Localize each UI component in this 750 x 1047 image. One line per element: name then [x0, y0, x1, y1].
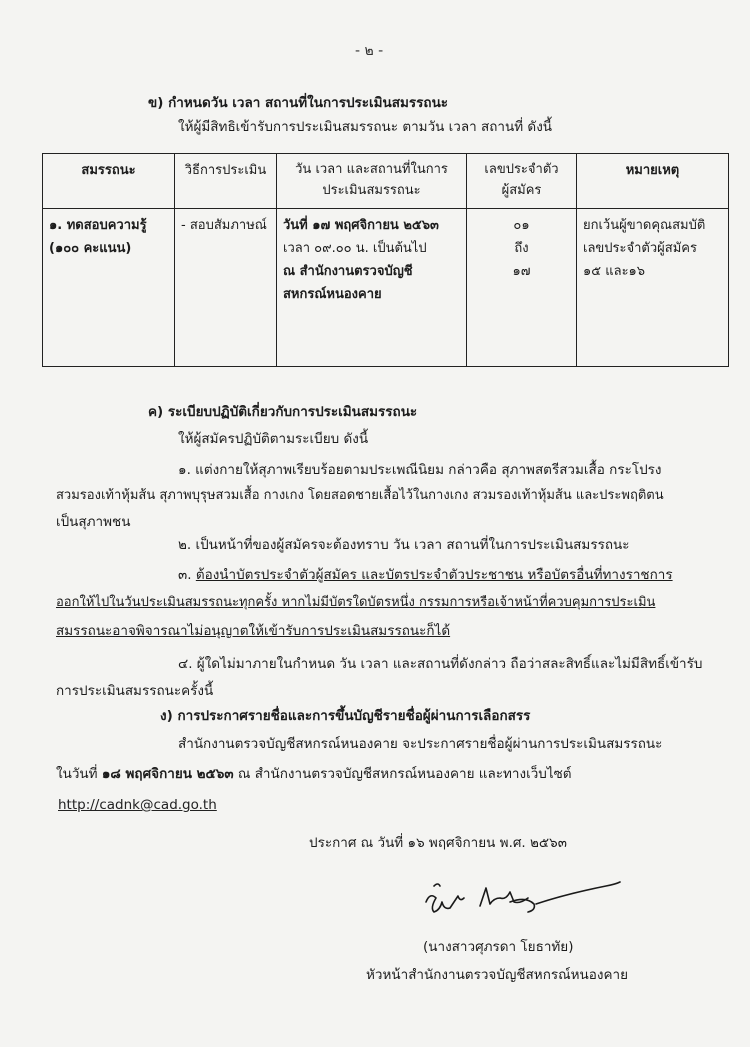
rule-2: ๒. เป็นหน้าที่ของผู้สมัครจะต้องทราบ วัน เวลา สถานที่ในการประเมินสมรรถนะ: [178, 537, 630, 553]
cell-line: ณ สำนักงานตรวจบัญชี: [283, 264, 413, 279]
cell-line: เวลา ๐๙.๐๐ น. เป็นต้นไป: [283, 241, 427, 256]
announce-date: ๑๘ พฤศจิกายน ๒๕๖๓: [101, 766, 234, 782]
header-method: วิธีการประเมิน: [175, 154, 277, 209]
rule-3-text: ต้องนำบัตรประจำตัวผู้สมัคร และบัตรประจำตัวประชาชน หรือบัตรอื่นที่ทางราชการ: [195, 567, 673, 583]
cell-competency: [43, 209, 175, 367]
rule-3-first-line: [178, 566, 673, 584]
cell-line: ถึง: [514, 241, 529, 256]
cell-datetime: [277, 209, 467, 367]
page-number: - ๒ -: [355, 43, 384, 59]
section-b-intro: ให้ผู้มีสิทธิเข้ารับการประเมินสมรรถนะ ตามวัน เวลา สถานที่ ดังนี้: [178, 119, 553, 135]
header-datetime-line: ประเมินสมรรถนะ: [322, 183, 421, 198]
header-datetime: [277, 154, 467, 209]
cell-line: (๑๐๐ คะแนน): [49, 241, 132, 256]
announce-prefix: ในวันที่: [56, 766, 98, 782]
cell-line: ๑๕ และ๑๖: [583, 264, 646, 279]
header-remark: หมายเหตุ: [577, 154, 729, 209]
cell-number: [467, 209, 577, 367]
rule-3-line: ออกให้ไปในวันประเมินสมรรถนะทุกครั้ง หากไม่มีบัตรใดบัตรหนึ่ง กรรมการหรือเจ้าหน้าที่ควบคุมการประเมิน: [56, 595, 656, 610]
section-c-heading: ค) ระเบียบปฏิบัติเกี่ยวกับการประเมินสมรรถนะ: [148, 404, 418, 420]
cell-line: ๑๗: [512, 264, 531, 279]
signer-title: หัวหน้าสำนักงานตรวจบัญชีสหกรณ์หนองคาย: [366, 967, 628, 983]
rule-4-line: ๔. ผู้ใดไม่มาภายในกำหนด วัน เวลา และสถานที่ดังกล่าว ถือว่าสละสิทธิ์และไม่มีสิทธิ์เข้ารับ: [178, 656, 703, 672]
signature: [420, 876, 640, 936]
rule-3-line: สมรรถนะอาจพิจารณาไม่อนุญาตให้เข้ารับการประเมินสมรรถนะก็ได้: [56, 623, 451, 639]
header-competency: สมรรถนะ: [43, 154, 175, 209]
rule-4-line: การประเมินสมรรถนะครั้งนี้: [56, 683, 214, 699]
header-number-line: ผู้สมัคร: [501, 183, 542, 198]
website-link[interactable]: http://cadnk@cad.go.th: [58, 797, 217, 813]
header-datetime-line: วัน เวลา และสถานที่ในการ: [295, 162, 448, 177]
table-header-row: [43, 154, 729, 209]
table-row: [43, 209, 729, 367]
section-d-body-line: [56, 765, 572, 783]
cell-line: เลขประจำตัวผู้สมัคร: [583, 241, 697, 256]
cell-line: - สอบสัมภาษณ์: [181, 218, 267, 233]
cell-line: ยกเว้นผู้ขาดคุณสมบัติ: [583, 218, 706, 233]
rule-1-line: เป็นสุภาพชน: [56, 514, 131, 530]
cell-method: [175, 209, 277, 367]
header-number: [467, 154, 577, 209]
announce-suffix: ณ สำนักงานตรวจบัญชีสหกรณ์หนองคาย และทางเว็บไซต์: [237, 766, 572, 782]
signer-name: (นางสาวศุภรดา โยธาทัย): [423, 939, 574, 955]
rule-3-number: ๓.: [178, 567, 192, 583]
section-c-intro: ให้ผู้สมัครปฏิบัติตามระเบียบ ดังนี้: [178, 431, 369, 447]
cell-remark: [577, 209, 729, 367]
section-d-heading: ง) การประกาศรายชื่อและการขึ้นบัญชีรายชื่อผู้ผ่านการเลือกสรร: [160, 708, 531, 724]
cell-line: สหกรณ์หนองคาย: [283, 287, 382, 302]
cell-line: วันที่ ๑๗ พฤศจิกายน ๒๕๖๓: [283, 218, 439, 233]
section-d-body-line: สำนักงานตรวจบัญชีสหกรณ์หนองคาย จะประกาศรายชื่อผู้ผ่านการประเมินสมรรถนะ: [178, 736, 663, 752]
cell-line: ๐๑: [513, 218, 530, 233]
cell-line: ๑. ทดสอบความรู้: [49, 218, 147, 233]
assessment-schedule-table: [42, 153, 729, 367]
announcement-date: ประกาศ ณ วันที่ ๑๖ พฤศจิกายน พ.ศ. ๒๕๖๓: [309, 835, 567, 851]
rule-1-line: สวมรองเท้าหุ้มส้น สุภาพบุรุษสวมเสื้อ กางเกง โดยสอดชายเสื้อไว้ในกางเกง สวมรองเท้าหุ้มส้น และประพฤติตน: [56, 488, 664, 503]
rule-1-line: ๑. แต่งกายให้สุภาพเรียบร้อยตามประเพณีนิยม กล่าวคือ สุภาพสตรีสวมเสื้อ กระโปรง: [178, 462, 662, 478]
header-number-line: เลขประจำตัว: [484, 162, 559, 177]
section-b-heading: ข) กำหนดวัน เวลา สถานที่ในการประเมินสมรรถนะ: [148, 95, 449, 111]
